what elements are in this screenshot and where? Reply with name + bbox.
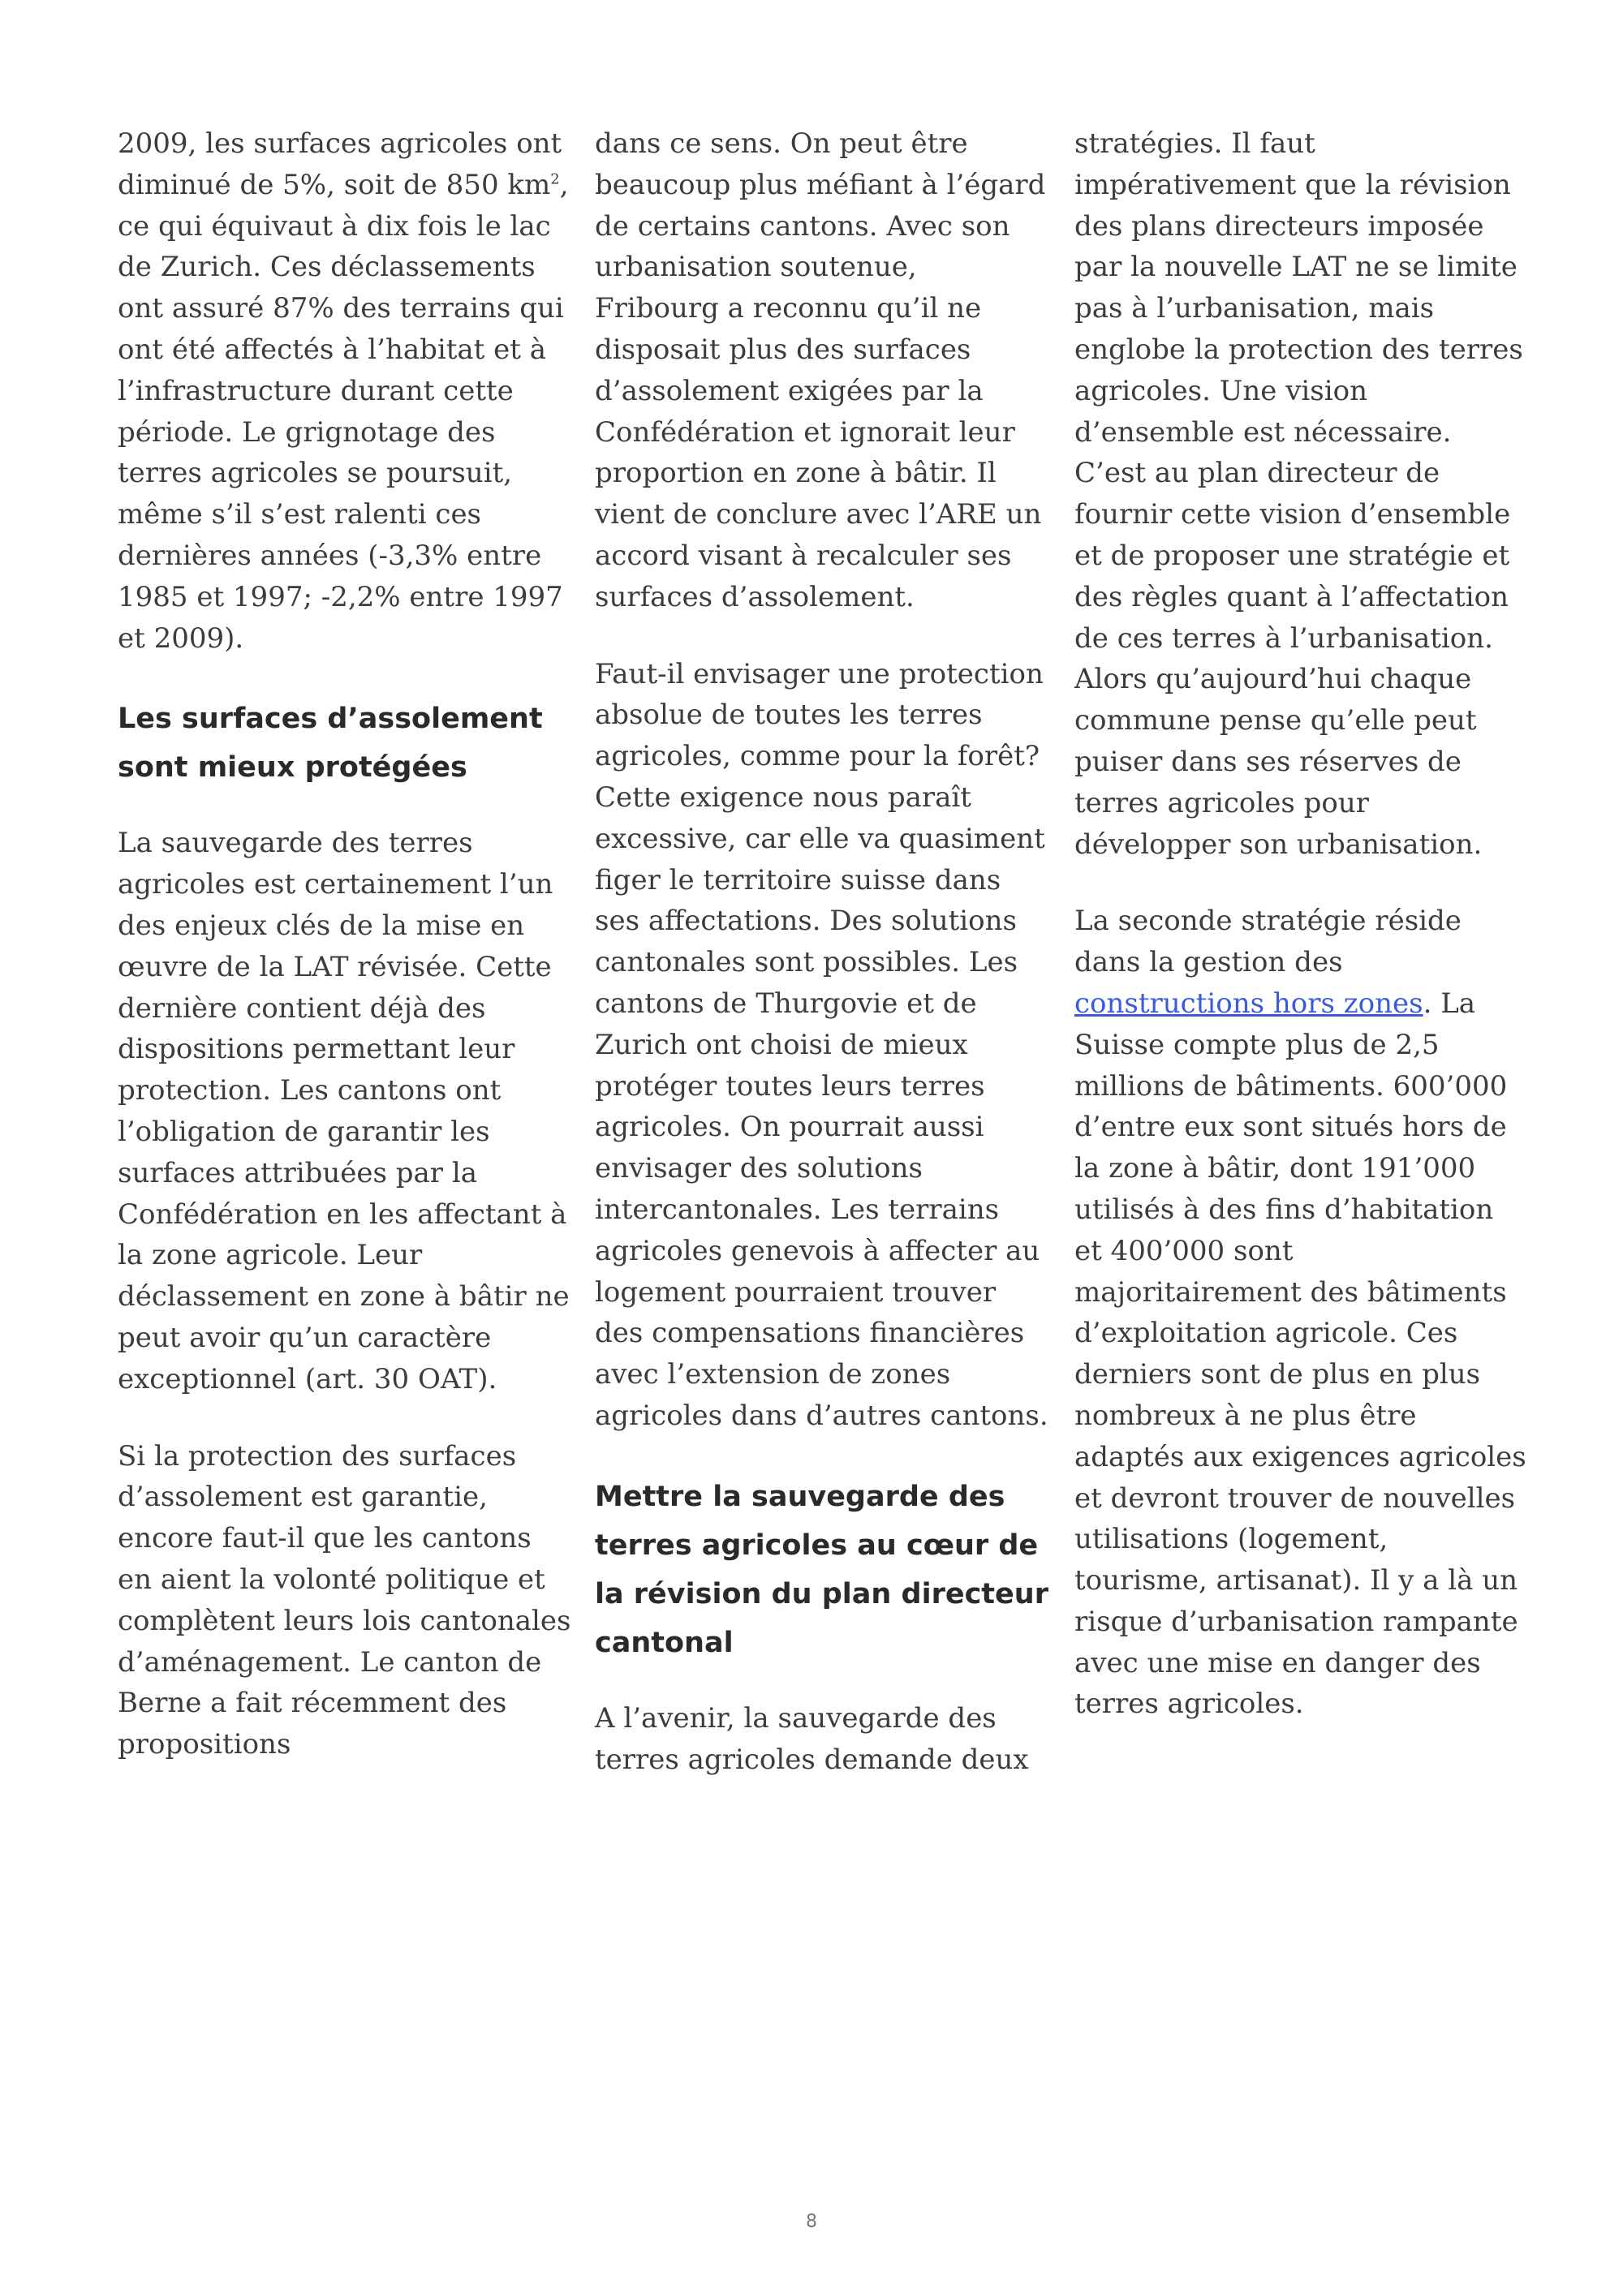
paragraph: Faut-il envisager une protection absolue de toutes les terres agricoles, comme pour la forêt? Cette exigence nous paraît excessive, car elle va quasiment figer le territoire suisse dans ses affectations. Des solutions cantonales sont possibles. Les cantons de Thurgovie et de Zurich ont choisi de mieux protéger toutes leurs terres agricoles. On pourrait aussi envisager des solutions intercantonales. Les terrains agricoles genevois à affecter au logement pourraient trouver des compensations financières avec l’extension de zones agricoles dans d’autres cantons. — [595, 657, 1048, 1432]
paragraph: 2009, les surfaces agricoles ont diminué de 5%, soit de 850 $km^2$, ce qui équivaut à dix fois le lac de Zurich. Ces déclassements ont assuré 87% des terrains qui ont été affectés à l’habitat et à l’infrastructure durant cette période. Le grignotage des terres agricoles se poursuit, même s’il s’est ralenti ces dernières années (-3,3% entre 1985 et 1997; -2,2% entre 1997 et 2009). — [118, 127, 569, 655]
constructions-hors-zones-link[interactable]: constructions hors zones — [1074, 987, 1423, 1020]
paragraph: Si la protection des surfaces d’assolement est garantie, encore faut-il que les cantons en aient la volonté politique et complètent leurs lois cantonales d’aménagement. Le canton de Berne a fait récemment des propositions — [118, 1439, 571, 1761]
paragraph: stratégies. Il faut impérativement que la révision des plans directeurs imposée par la nouvelle LAT ne se limite pas à l’urbanisation, mais englobe la protection des terres agricoles. Une vision d’ensemble est nécessaire. C’est au plan directeur de fournir cette vision d’ensemble et de proposer une stratégie et des règles quant à l’affectation de ces terres à l’urbanisation. Alors qu’aujourd’hui chaque commune pense qu’elle peut puiser dans ses réserves de terres agricoles pour développer son urbanisation. — [1074, 127, 1523, 861]
paragraph: La sauvegarde des terres agricoles est certainement l’un des enjeux clés de la mise en œuvre de la LAT révisée. Cette dernière contient déjà des dispositions permettant leur protection. Les cantons ont l’obligation de garantir les surfaces attribuées par la Confédération en les affectant à la zone agricole. Leur déclassement en zone à bâtir ne peut avoir qu’un caractère exceptionnel (art. 30 OAT). — [118, 827, 570, 1395]
section-heading: Les surfaces d’assolement sont mieux protégées — [118, 703, 543, 785]
paragraph: A l’avenir, la sauvegarde des terres agricoles demande deux — [595, 1701, 1029, 1776]
section-heading: Mettre la sauvegarde des terres agricoles au cœur de la révision du plan directeur cantonal — [595, 1480, 1048, 1659]
text-column-3 — [1074, 123, 1529, 1761]
text-column-2 — [595, 123, 1049, 1816]
paragraph: La seconde stratégie réside dans la gestion des constructions hors zones. La Suisse compte plus de 2,5 millions de bâtiments. 600’000 d’entre eux sont situés hors de la zone à bâtir, dont 191’000 utilisés à des fins d’habitation et 400’000 sont majoritairement des bâtiments d’exploitation agricole. Ces derniers sont de plus en plus nombreux à ne plus être adaptés aux exigences agricoles et devront trouver de nouvelles utilisations (logement, tourisme, artisanat). Il y a là un risque d’urbanisation rampante avec une mise en danger des terres agricoles. — [1074, 905, 1526, 1721]
text-column-1 — [118, 123, 572, 1801]
superscript: 2 — [550, 170, 560, 188]
paragraph: dans ce sens. On peut être beaucoup plus méfiant à l’égard de certains cantons. Avec son urbanisation soutenue, Fribourg a reconnu qu’il ne disposait plus des surfaces d’assolement exigées par la Confédération et ignorait leur proportion en zone à bâtir. Il vient de conclure avec l’ARE un accord visant à recalculer ses surfaces d’assolement. — [595, 127, 1046, 613]
page-number: 8 — [806, 2212, 817, 2232]
